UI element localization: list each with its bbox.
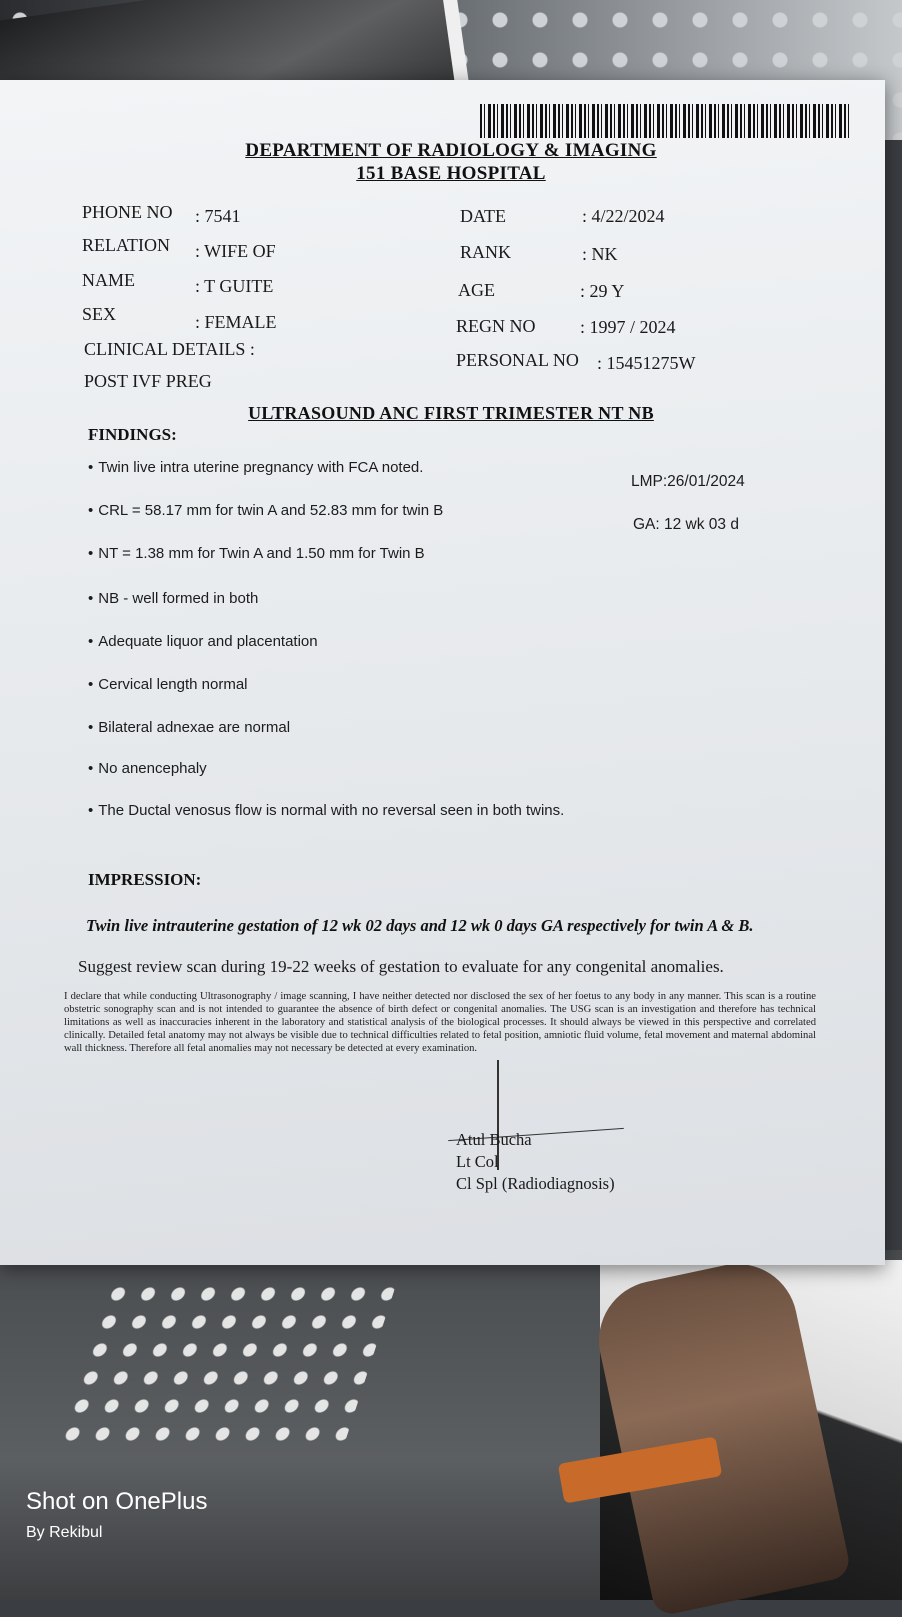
department-title: DEPARTMENT OF RADIOLOGY & IMAGING <box>245 140 657 161</box>
barcode <box>480 104 852 138</box>
findings-title: FINDINGS: <box>88 425 177 444</box>
signatory-rank: Lt Col <box>456 1152 499 1171</box>
finding-item: • Cervical length normal <box>88 676 248 693</box>
ga-note: GA: 12 wk 03 d <box>633 516 739 533</box>
lmp-note: LMP:26/01/2024 <box>631 473 745 490</box>
age-label: AGE <box>458 280 495 300</box>
phone-value: : 7541 <box>195 206 241 226</box>
name-label: NAME <box>82 270 135 290</box>
personal-no-value: : 15451275W <box>597 353 696 373</box>
finding-item: • NB - well formed in both <box>88 590 258 607</box>
hospital-title: 151 BASE HOSPITAL <box>356 163 546 184</box>
regn-no-value: : 1997 / 2024 <box>580 317 676 337</box>
impression-title: IMPRESSION: <box>88 870 202 889</box>
finding-item: • CRL = 58.17 mm for twin A and 52.83 mm for twin B <box>88 502 443 519</box>
finding-item: • No anencephaly <box>88 760 207 777</box>
age-value: : 29 Y <box>580 281 625 301</box>
report-sheet <box>0 80 885 1265</box>
relation-label: RELATION <box>82 235 170 255</box>
finding-item: • Bilateral adnexae are normal <box>88 719 290 736</box>
finding-item: • The Ductal venosus flow is normal with no reversal seen in both twins. <box>88 802 564 819</box>
rank-value: : NK <box>582 244 618 264</box>
regn-no-label: REGN NO <box>456 316 536 336</box>
date-label: DATE <box>460 206 506 226</box>
phone-label: PHONE NO <box>82 202 173 222</box>
relation-value: : WIFE OF <box>195 241 276 261</box>
camera-watermark: Shot on OnePlus <box>26 1488 208 1515</box>
signatory-title: Cl Spl (Radiodiagnosis) <box>456 1174 615 1193</box>
sex-label: SEX <box>82 304 117 324</box>
exam-title: ULTRASOUND ANC FIRST TRIMESTER NT NB <box>248 403 654 423</box>
declaration-text: I declare that while conducting Ultrasonography / image scanning, I have neither detected nor disclosed the sex of her foetus to any body in any manner. This scan is a routine obstetric sonography scan and is not intended to guarantee the absence of birth defect or congenital anomalies. The USG scan is an investigation and therefore has technical limitations as well as inaccuracies inherent in the laboratory and statistical analysis of the biological processes. It should always be viewed in this perspective and correlated clinically. Detailed fetal anatomy may not always be visible due to technical difficulties related to fetal position, amniotic fluid volume, fetal movement and maternal abdominal wall thickness. Therefore all fetal anomalies may not necessary be detected at every examination. <box>64 991 816 1054</box>
suggestion-text: Suggest review scan during 19-22 weeks of gestation to evaluate for any congenital anomalies. <box>78 957 724 976</box>
finding-item: • NT = 1.38 mm for Twin A and 1.50 mm for Twin B <box>88 545 425 562</box>
photographer-credit: By Rekibul <box>26 1524 103 1541</box>
personal-no-label: PERSONAL NO <box>456 350 579 370</box>
impression-text: Twin live intrauterine gestation of 12 wk 02 days and 12 wk 0 days GA respectively for twin A & B. <box>86 916 754 935</box>
date-value: : 4/22/2024 <box>582 206 665 226</box>
rank-label: RANK <box>460 242 512 262</box>
clinical-details-label: CLINICAL DETAILS : <box>84 339 255 359</box>
perforation-dots <box>52 1280 397 1450</box>
signatory-name: Atul Bucha <box>456 1130 532 1149</box>
sex-value: : FEMALE <box>195 312 277 332</box>
clinical-details-value: POST IVF PREG <box>84 371 212 391</box>
finding-item: • Adequate liquor and placentation <box>88 633 318 650</box>
name-value: : T GUITE <box>195 276 274 296</box>
finding-item: • Twin live intra uterine pregnancy with FCA noted. <box>88 459 423 476</box>
